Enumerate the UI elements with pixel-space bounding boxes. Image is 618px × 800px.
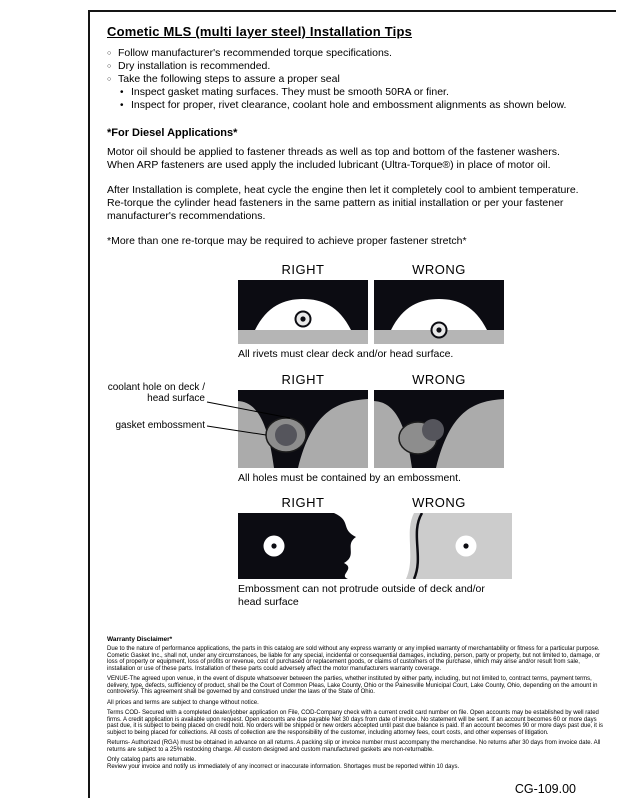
dot-bullet-icon: •	[120, 100, 124, 111]
diagram-rivet-wrong	[374, 280, 504, 344]
legal-paragraph: VENUE-The agreed upon venue, in the event of dispute whatsoever between the parties, whether instituted by either party, including, but not limited to, contract terms, payment terms, delivery, type, defects, sufficiency of product, shall be the Court of Common Pleas, Lake County, Ohio or the Painesville Municipal Court, Lake County, Ohio, depending on the amount in controversy. This agreement shall be governed by and construed under the laws of the State of Ohio.	[107, 676, 598, 695]
coolant-hole-callout: coolant hole on deck / head surface	[107, 381, 205, 404]
document-page	[88, 10, 616, 798]
bullet-text: Dry installation is recommended.	[118, 60, 271, 72]
right-label: RIGHT	[281, 262, 325, 277]
bullet-text: Take the following steps to assure a proper seal	[118, 73, 340, 85]
diagram-row1-headers	[238, 262, 518, 277]
page-title: Cometic MLS (multi layer steel) Installation Tips	[107, 24, 413, 39]
wrong-label: WRONG	[412, 262, 466, 277]
diagram-row1-panels	[238, 280, 518, 344]
legal-paragraph: Due to the nature of performance applications, the parts in this catalog are sold without any express warranty or any implied warranty of merchantability or fitness for a particular purpose. Cometic Gasket Inc., shall not, under any circumstances, be liable for any special, incidental or consequential damages, including, person, party or property, but not limited to, damage, or loss of property or equipment, loss of profits or revenue, cost of purchased or replacement goods, or claims of customers of the purchase, which may arise and/or result from sale, installation or use of these parts. Installation of these parts could adversely affect the motor manufacturers warranty coverage.	[107, 646, 601, 672]
legal-paragraph: All prices and terms are subject to change without notice.	[107, 699, 259, 706]
bullet-text: Follow manufacturer's recommended torque specifications.	[118, 47, 392, 59]
diagram-section	[107, 262, 518, 608]
circle-bullet-icon: ○	[107, 76, 112, 83]
diagram-embossment-wrong	[378, 513, 512, 579]
circle-bullet-icon: ○	[107, 50, 112, 57]
diesel-paragraph-2: After Installation is complete, heat cycle the engine then let it completely cool to ambient temperature. Re-torque the cylinder head fasteners in the same pattern as initial installation or per your fastener manufacturer's recommendations.	[107, 184, 579, 222]
diagram-rivet-right	[238, 280, 368, 344]
right-label: RIGHT	[281, 495, 325, 510]
legal-paragraph: Only catalog parts are returnable.	[107, 757, 197, 763]
legal-paragraph: Terms COD- Secured with a completed dealer/jobber application on File, COD-Company check with a current credit card number on file. Open accounts may be established by well rated firms. A credit application is available upon request. Open accounts are due payable Net 30 days from date of invoice. No statement will be sent. If an account becomes 60 or more days past due, it is subject to being placed on credit hold. No orders will be shipped or new orders accepted until past due balance is paid. If an account becomes 90 or more days past due, it is subject to being placed for collections. All costs of collection are the responsibility of the customer, including attorney fees, court costs, and other expenses of litigation.	[107, 710, 603, 736]
diagram-row1-caption: All rivets must clear deck and/or head surface.	[238, 348, 454, 360]
diagram-row3-headers	[238, 495, 518, 510]
sub-bullet-item	[120, 99, 606, 112]
sub-bullet-item	[120, 86, 606, 99]
diagram-embossment-right	[238, 513, 372, 579]
gasket-embossment-callout: gasket embossment	[115, 419, 205, 431]
wrong-label: WRONG	[412, 495, 466, 510]
warranty-disclaimer-heading: Warranty Disclaimer*	[107, 636, 173, 643]
right-label: RIGHT	[281, 371, 325, 387]
bullet-item	[107, 73, 606, 86]
bullet-text: Inspect gasket mating surfaces. They must be smooth 50RA or finer.	[131, 86, 449, 98]
diagram-holes-wrong	[374, 390, 504, 468]
doc-number: CG-109.00	[514, 782, 576, 796]
bullet-text: Inspect for proper, rivet clearance, coolant hole and embossment alignments as shown below.	[131, 99, 567, 111]
diesel-paragraph-1: Motor oil should be applied to fastener threads as well as top and bottom of the fastener washers. When ARP fasteners are used apply the included lubricant (Ultra-Torque®) in place of motor oil.	[107, 146, 560, 171]
legal-paragraph: Review your invoice and notify us immediately of any incorrect or inaccurate information. Shortages must be reported within 10 days.	[107, 763, 460, 770]
diesel-applications-heading: *For Diesel Applications*	[107, 127, 238, 139]
diagram-row3-panels	[238, 513, 518, 579]
retorque-note: *More than one re-torque may be required to achieve proper fastener stretch*	[107, 235, 467, 247]
dot-bullet-icon: •	[120, 87, 124, 98]
diagram-holes-right	[238, 390, 368, 468]
diagram-row2-panels	[107, 381, 518, 468]
diagram-row2-caption: All holes must be contained by an embossment.	[238, 471, 461, 484]
wrong-label: WRONG	[412, 371, 466, 387]
diagram-row2-headers	[238, 372, 518, 387]
legal-paragraph: Returns- Authorized (RGA) must be obtained in advance on all returns. A packing slip or invoice number must accompany the merchandise. No returns after 30 days from invoice date. All returns are subject to a 25% restocking charge. All custom designed and custom manufactured gaskets are non-returnable.	[107, 740, 601, 753]
legal-section	[107, 636, 609, 770]
bullet-item	[107, 47, 606, 60]
circle-bullet-icon: ○	[107, 63, 112, 70]
bullet-item	[107, 60, 606, 73]
diagram-row3-caption: Embossment can not protrude outside of deck and/or head surface	[238, 583, 485, 608]
